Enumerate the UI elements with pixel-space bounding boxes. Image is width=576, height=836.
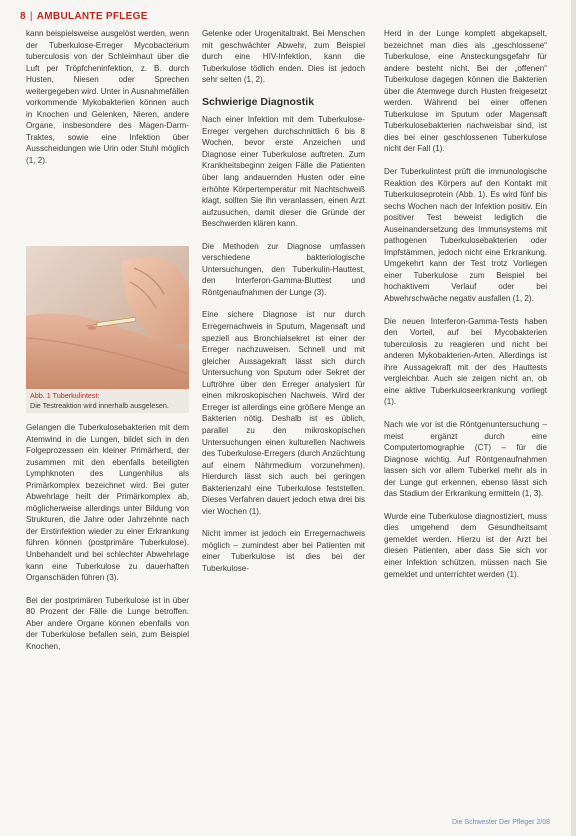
caption-text: Die Testreaktion wird innerhalb ausgelesen. <box>30 401 169 410</box>
column-3 <box>384 28 547 591</box>
page-footer: Die Schwester Der Pfleger 2/08 <box>451 819 550 826</box>
paragraph: Gelenke oder Urogenitaltrakt. Bei Menschen mit geschwächter Abwehr, zum Beispiel durch eine HIV-Infektion, kann die Tuberkulose tödlich enden. Dies ist jedoch sehr selten (1, 2). <box>202 29 365 85</box>
paragraph: Der Tuberkulintest prüft die immunologische Reaktion des Körpers auf den Kontakt mit Tuberkuloseprotein (Abb. 1). Es wird fünf bis sechs Wochen nach der Infektion positiv. Ein positiver Test beweist lediglich die Auseinandersetzung des Immunsystems mit pathogenen Tuberkulosebakterien oder Impfstämmen, jedoch nicht eine Erkrankung. Umgekehrt kann der Test trotz Vorliegen einer Tuberkulose zum Beispiel bei hochaktivem Verlauf oder bei Abwehrschwäche negativ ausfallen (1, 2). <box>384 167 547 304</box>
paragraph: Die Methoden zur Diagnose umfassen verschiedene bakteriologische Untersuchungen, den Tuberkulin-Hauttest, den Interferon-Gamma-Bluttest und Röntgenaufnahmen der Lunge (3). <box>202 241 365 297</box>
paragraph: Eine sichere Diagnose ist nur durch Erregernachweis in Sputum, Magensaft und speziell aus Bronchialsekret ist einer der Erreger nachzuweisen. Schnell und mit gleicher Aussagekraft lässt sich durch Untersuchung von Sputum oder Sekret der Luftröhre über den Erreger analysiert für einen mikroskopischen Nachweis. Wird der Erreger ist allerdings eine größere Menge an Bakterien nötig. Deshalb ist es üblich, parallel zu den mikroskopischen Untersuchungen einen kulturellen Nachweis des Tuberkulose-Erregers (durch Anzüchtung auf einem Nährmedium vorzunehmen). Hierdurch lässt sich auch bei geringen Bakterienzahl eine Tuberkulose feststellen. Dieses Verfahren dauert jedoch etwa drei bis vier Wochen (1). <box>202 310 365 516</box>
paragraph: Wurde eine Tuberkulose diagnostiziert, muss dies umgehend dem Gesundheitsamt gemeldet werden. Hierzu ist der Arzt bei diesen Patienten, aber dass Sie sich vor einer Infektion schützen, müssen nach Sie gemeldet und unterrichtet werden (1). <box>384 511 547 579</box>
page-number: 8 <box>20 10 26 22</box>
subheading: Schwierige Diagnostik <box>202 95 315 108</box>
paragraph: Herd in der Lunge komplett abgekapselt, bezeichnet man dies als „geschlossene“ Tuberkulose, eine Ansteckungsgefahr für andere besteht nicht. Bei der „offenen“ Tuberkulose dagegen können die Bakterien über die Atemwege durch Husten freigesetzt werden. Während bei einer offenen Tuberkulose im Sputum oder Magensaft Tuberkulosebakterien nachweisbar sind, ist dies bei einer geschlossenen Tuberkulose nicht der Fall (1). <box>384 29 547 154</box>
paragraph: Nach wie vor ist die Röntgenuntersuchung – meist ergänzt durch eine Computertomographie (CT) – für die Diagnose wichtig. Auf Röntgenaufnahmen lassen sich vor allem Tuberkel mehr als in der Lunge gut erkennen, ebenso lässt sich das Stadium der Erkrankung ermitteln (1, 3). <box>384 419 547 499</box>
page-edge <box>571 0 576 836</box>
column-2 <box>202 28 365 586</box>
paragraph: Die neuen Interferon-Gamma-Tests haben den Vorteil, auf bei Mycobakterien tuberculosis zu reagieren und nicht bei anderen Mykobakterien-Arten. Allerdings ist ihre Aussagekraft mit der des Hauttests vergleichbar. Auch sie zeigen nicht an, ob eine aktive Tuberkuloseerkrankung vorliegt (1). <box>384 316 547 407</box>
column-1-lower <box>26 422 189 663</box>
section-title: AMBULANTE PFLEGE <box>36 10 148 22</box>
header-separator: | <box>29 10 33 22</box>
page-header <box>20 8 148 24</box>
paragraph: Nach einer Infektion mit dem Tuberkulose-Erreger vergehen durchschnittlich 6 bis 8 Wochen, bevor erste Anzeichen und Diagnose einer Tuberkulose auftreten. Zum Krankheitsbeginn zeigen Fälle die Patienten über lang andauernden Husten oder eine erhöhte Körpertemperatur mit Nachtschweiß klagt, sollten Sie ihn veranlassen, einen Arzt aufzusuchen, damit dieser die Gründe der Beschwerden klären kann. <box>202 115 365 229</box>
figure-caption <box>26 389 189 413</box>
tuberculin-test-photo <box>26 246 189 389</box>
caption-title: Abb. 1 Tuberkulintest: <box>30 391 100 400</box>
paragraph: kann beispielsweise ausgelöst werden, wenn der Tuberkulose-Erreger Mycobacterium tuberculosis von der Schleimhaut über die Luft per Tröpfcheninfektion, z. B. durch Husten, Niesen oder Sprechen weitergegeben wird. Unter in Ausnahmefällen vorkommende Mykobakterien können auch in Knochen und Gelenken, Nieren, andere Organe, insbesondere des Magen-Darm-Traktes, sowie eine Infektion über Ausscheidungen wie Urin oder Stuhl möglich (1, 2). <box>26 29 189 166</box>
paragraph: Nicht immer ist jedoch ein Erregernachweis möglich – zumindest aber bei Patienten mit einer Tuberkulose ist dies bei der Tuberkulose- <box>202 529 365 573</box>
photo-illustration <box>26 246 189 389</box>
paragraph: Gelangen die Tuberkulosebakterien mit dem Atemwind in die Lungen, bildet sich in den Folgeprozessen ein kleiner Primärherd, der zusammen mit den ebenfalls beteiligten Lymphknoten des Lungenhilus als Primärkomplex bezeichnet wird. Bei guter Abwehrlage heilt der Primärkomplex ab, möglicherweise allerdings unter Bildung von Strukturen, die Jahre oder Jahrzehnte nach der Erstinfektion wieder zu einer Erkrankung führen können (postprimäre Tuberkulose). Unbehandelt und bei schlechter Abwehrlage kann eine Tuberkulose zu dauerhaften Organschäden führen (3). <box>26 423 189 583</box>
column-1 <box>26 28 189 178</box>
paragraph: Bei der postprimären Tuberkulose ist in über 80 Prozent der Fälle die Lunge betroffen. Aber andere Organe können ebenfalls von der Tuberkulose befallen sein, zum Beispiel Knochen, <box>26 595 189 651</box>
